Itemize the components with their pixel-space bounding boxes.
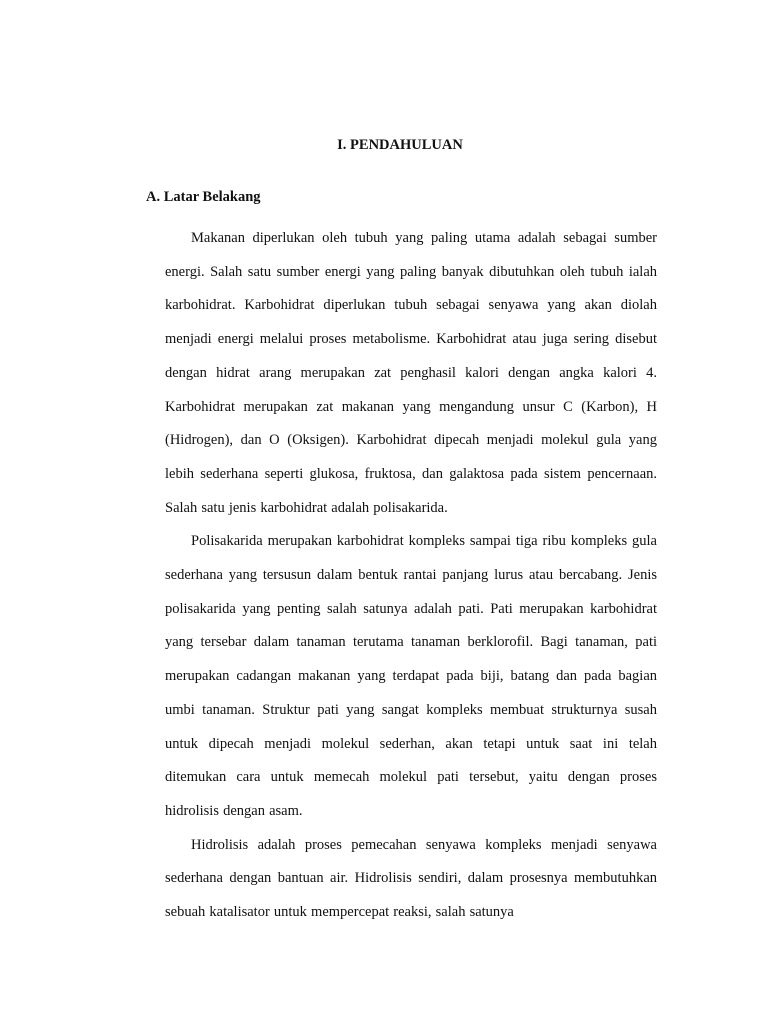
paragraph-2: Polisakarida merupakan karbohidrat kompleks sampai tiga ribu kompleks gula sederhana yang tersusun dalam bentuk rantai panjang lurus atau bercabang. Jenis polisakarida yang penting salah satunya adalah pati. Pati merupakan karbohidrat yang tersebar dalam tanaman terutama tanaman berklorofil. Bagi tanaman, pati merupakan cadangan makanan yang terdapat pada biji, batang dan pada bagian umbi tanaman. Struktur pati yang sangat kompleks membuat strukturnya susah untuk dipecah menjadi molekul sederhan, akan tetapi untuk saat ini telah ditemukan cara untuk memecah molekul pati tersebut, yaitu dengan proses hidrolisis dengan asam. — [165, 533, 657, 819]
chapter-title: I. PENDAHULUAN — [337, 137, 463, 153]
body-text — [165, 222, 657, 930]
paragraph-3: Hidrolisis adalah proses pemecahan senyawa kompleks menjadi senyawa sederhana dengan bantuan air. Hidrolisis sendiri, dalam prosesnya membutuhkan sebuah katalisator untuk mempercepat reaksi, salah satunya — [165, 836, 657, 921]
section-heading: A. Latar Belakang — [146, 189, 261, 205]
paragraph-1: Makanan diperlukan oleh tubuh yang paling utama adalah sebagai sumber energi. Salah satu sumber energi yang paling banyak dibutuhkan oleh tubuh ialah karbohidrat. Karbohidrat diperlukan tubuh sebagai senyawa yang akan diolah menjadi energi melalui proses metabolisme. Karbohidrat atau juga sering disebut dengan hidrat arang merupakan zat penghasil kalori dengan angka kalori 4. Karbohidrat merupakan zat makanan yang mengandung unsur C (Karbon), H (Hidrogen), dan O (Oksigen). Karbohidrat dipecah menjadi molekul gula yang lebih sederhana seperti glukosa, fruktosa, dan galaktosa pada sistem pencernaan. Salah satu jenis karbohidrat adalah polisakarida. — [165, 230, 657, 516]
